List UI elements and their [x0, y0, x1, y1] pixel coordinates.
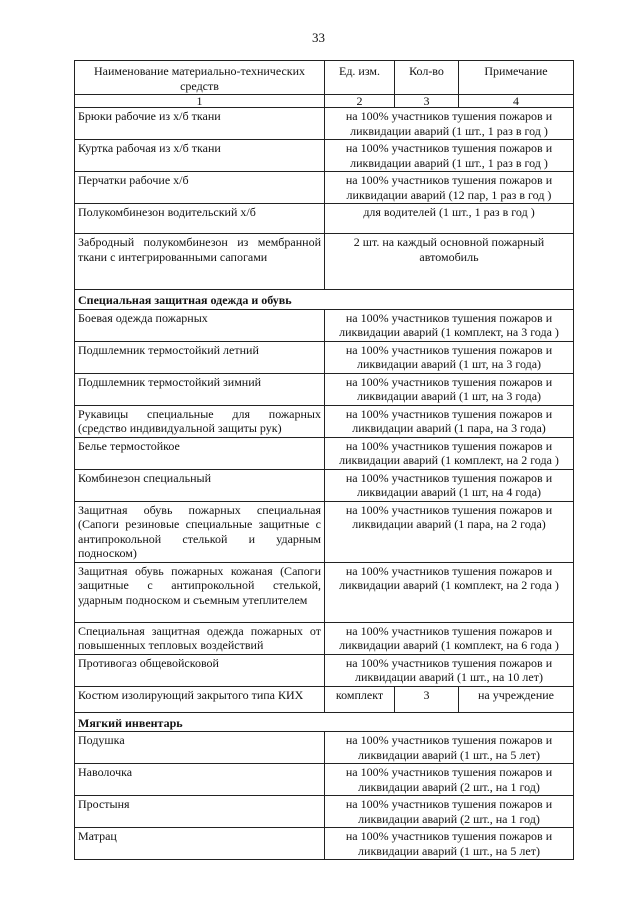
item-name: Простыня — [75, 796, 325, 828]
item-note: на 100% участников тушения пожаров и ликвидации аварий (1 пара, на 2 года) — [325, 501, 574, 562]
table-row — [75, 654, 574, 686]
item-name: Защитная обувь пожарных кожаная (Сапоги защитные с антипрокольной стелькой, ударным подноском и съемным утеплителем — [75, 562, 325, 622]
item-name: Полукомбинезон водительский х/б — [75, 204, 325, 234]
item-note: на 100% участников тушения пожаров и ликвидации аварий (1 комплект, на 2 года ) — [325, 562, 574, 622]
item-name: Костюм изолирующий закрытого типа КИХ — [75, 686, 325, 712]
table-row — [75, 622, 574, 654]
item-name: Специальная защитная одежда пожарных от повышенных тепловых воздействий — [75, 622, 325, 654]
item-name: Защитная обувь пожарных специальная (Сапоги резиновые специальные защитные с антипрокольной стелькой и ударным подноском) — [75, 501, 325, 562]
item-name: Подшлемник термостойкий летний — [75, 341, 325, 373]
item-note: на 100% участников тушения пожаров и ликвидации аварий (1 комплект, на 3 года ) — [325, 309, 574, 341]
table-row — [75, 562, 574, 622]
header-name: Наименование материально-технических средств — [75, 61, 325, 95]
section-row — [75, 290, 574, 310]
equipment-table — [74, 60, 574, 860]
item-name: Матрац — [75, 828, 325, 860]
column-number: 1 — [75, 95, 325, 108]
item-unit: комплект — [325, 686, 395, 712]
item-name: Забродный полукомбинезон из мембранной ткани с интегрированными сапогами — [75, 234, 325, 290]
table-row — [75, 373, 574, 405]
item-note: на 100% участников тушения пожаров и ликвидации аварий (1 шт, на 3 года) — [325, 341, 574, 373]
item-note: на 100% участников тушения пожаров и ликвидации аварий (1 шт., 1 раз в год ) — [325, 140, 574, 172]
table-row — [75, 172, 574, 204]
item-note: на 100% участников тушения пожаров и ликвидации аварий (1 комплект, на 6 года ) — [325, 622, 574, 654]
item-note: 2 шт. на каждый основной пожарный автомобиль — [325, 234, 574, 290]
item-name: Белье термостойкое — [75, 437, 325, 469]
item-note: на 100% участников тушения пожаров и ликвидации аварий (1 шт., 1 раз в год ) — [325, 108, 574, 140]
table-row — [75, 732, 574, 764]
item-note: на 100% участников тушения пожаров и ликвидации аварий (1 шт., на 10 лет) — [325, 654, 574, 686]
header-unit: Ед. изм. — [325, 61, 395, 95]
item-note: на 100% участников тушения пожаров и ликвидации аварий (1 шт., на 5 лет) — [325, 828, 574, 860]
table-row — [75, 828, 574, 860]
section-title: Специальная защитная одежда и обувь — [75, 290, 574, 310]
item-note: на 100% участников тушения пожаров и ликвидации аварий (1 шт, на 4 года) — [325, 469, 574, 501]
header-note: Примечание — [459, 61, 574, 95]
column-number-row — [75, 95, 574, 108]
table-row — [75, 309, 574, 341]
item-note: на 100% участников тушения пожаров и ликвидации аварий (2 шт., на 1 год) — [325, 764, 574, 796]
section-row — [75, 712, 574, 732]
item-name: Брюки рабочие из х/б ткани — [75, 108, 325, 140]
table-row — [75, 469, 574, 501]
item-name: Наволочка — [75, 764, 325, 796]
item-note: на 100% участников тушения пожаров и ликвидации аварий (1 комплект, на 2 года ) — [325, 437, 574, 469]
item-note: на 100% участников тушения пожаров и ликвидации аварий (1 пара, на 3 года) — [325, 405, 574, 437]
column-number: 2 — [325, 95, 395, 108]
item-name: Подушка — [75, 732, 325, 764]
item-name: Подшлемник термостойкий зимний — [75, 373, 325, 405]
table-row — [75, 437, 574, 469]
item-note: на 100% участников тушения пожаров и ликвидации аварий (2 шт., на 1 год) — [325, 796, 574, 828]
table-row — [75, 796, 574, 828]
item-note: на 100% участников тушения пожаров и ликвидации аварий (1 шт., на 5 лет) — [325, 732, 574, 764]
item-note: для водителей (1 шт., 1 раз в год ) — [325, 204, 574, 234]
item-qty: 3 — [395, 686, 459, 712]
item-name: Куртка рабочая из х/б ткани — [75, 140, 325, 172]
table-row — [75, 140, 574, 172]
item-name: Противогаз общевойсковой — [75, 654, 325, 686]
item-name: Комбинезон специальный — [75, 469, 325, 501]
table-row — [75, 341, 574, 373]
column-number: 4 — [459, 95, 574, 108]
item-name: Перчатки рабочие х/б — [75, 172, 325, 204]
item-note: на учреждение — [459, 686, 574, 712]
section-title: Мягкий инвентарь — [75, 712, 574, 732]
item-name: Боевая одежда пожарных — [75, 309, 325, 341]
table-row — [75, 501, 574, 562]
header-qty: Кол-во — [395, 61, 459, 95]
page-number: 33 — [312, 30, 325, 45]
table-row — [75, 204, 574, 234]
table-header-row — [75, 61, 574, 95]
table-row — [75, 405, 574, 437]
table-row — [75, 686, 574, 712]
table-row — [75, 108, 574, 140]
item-note: на 100% участников тушения пожаров и ликвидации аварий (12 пар, 1 раз в год ) — [325, 172, 574, 204]
table-row — [75, 234, 574, 290]
table-row — [75, 764, 574, 796]
column-number: 3 — [395, 95, 459, 108]
item-name: Рукавицы специальные для пожарных (средство индивидуальной защиты рук) — [75, 405, 325, 437]
item-note: на 100% участников тушения пожаров и ликвидации аварий (1 шт, на 3 года) — [325, 373, 574, 405]
